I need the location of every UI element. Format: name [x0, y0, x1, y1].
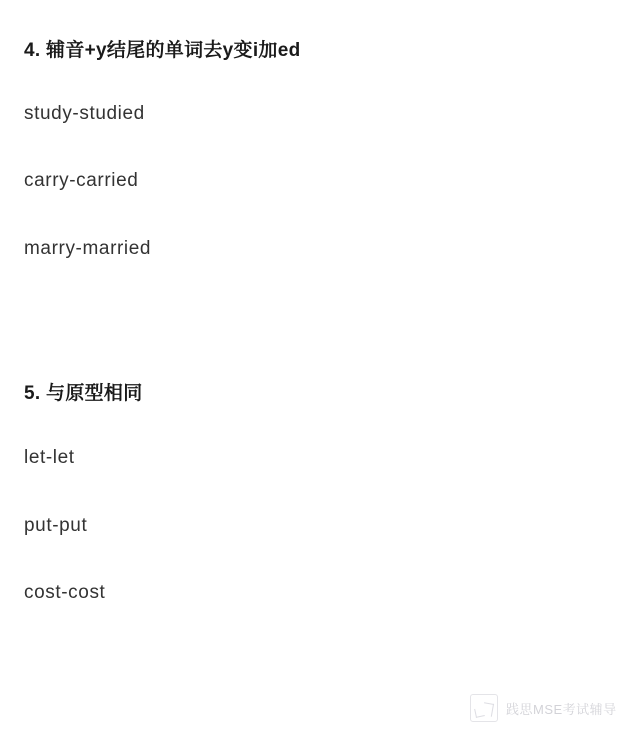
word-pair-item: study-studied [24, 102, 145, 124]
section-heading: 5. 与原型相同 [24, 383, 143, 405]
brand-logo-icon [470, 694, 498, 722]
word-pair-item: cost-cost [24, 582, 106, 604]
word-pair-item: carry-carried [24, 170, 139, 192]
document-section-5 [24, 381, 616, 606]
word-pair-item: let-let [24, 446, 75, 468]
section-heading: 4. 辅音+y结尾的单词去y变i加ed [24, 40, 301, 61]
watermark-label: 践思MSE考试辅导 [506, 701, 617, 717]
word-pair-item: marry-married [24, 237, 152, 259]
word-pair-item: put-put [24, 514, 88, 536]
document-section-4 [24, 38, 616, 262]
section-spacer [24, 303, 616, 381]
watermark [470, 694, 617, 722]
